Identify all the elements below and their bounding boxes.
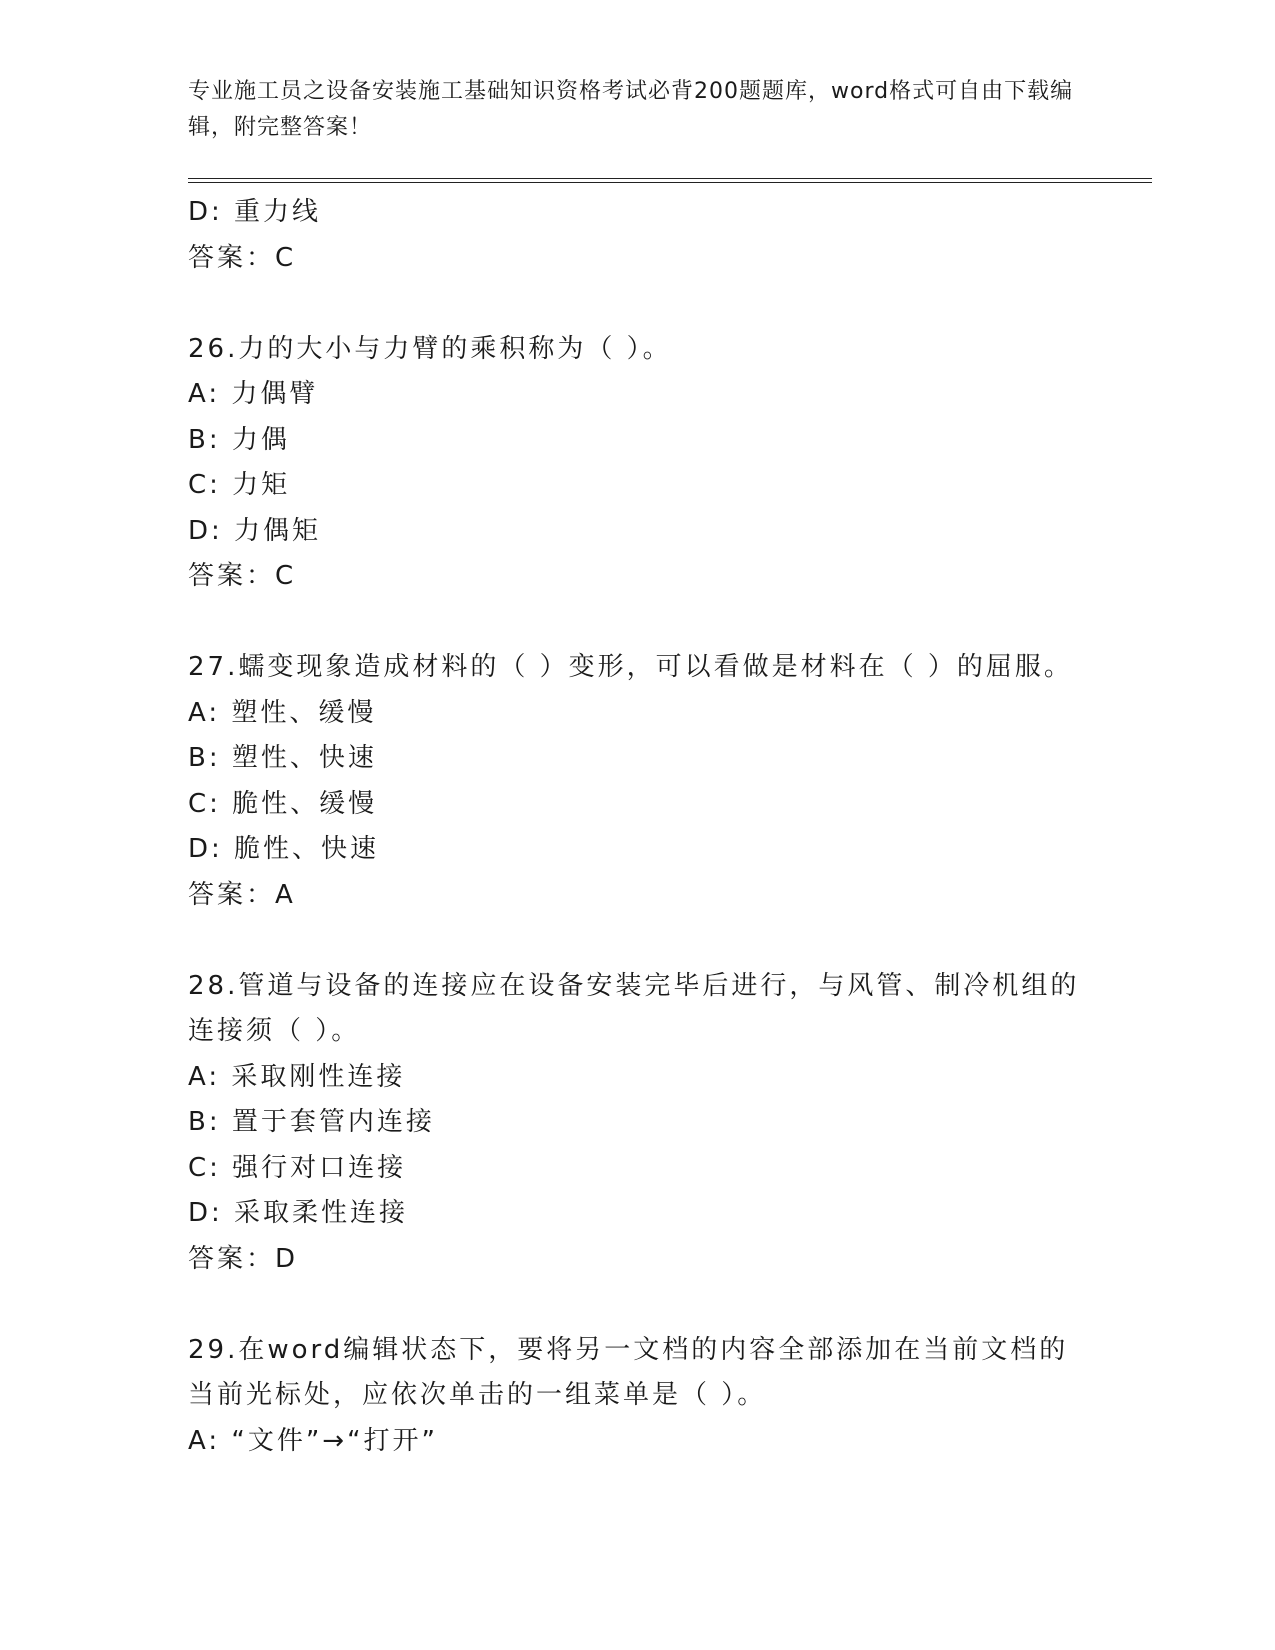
spacer — [188, 600, 1088, 646]
question-stem: 26.力的大小与力臂的乘积称为（ ）。 — [188, 333, 672, 364]
option-d: D: 力偶矩 — [188, 515, 322, 546]
option-c: C: 脆性、缓慢 — [188, 788, 378, 819]
spacer — [188, 281, 1088, 327]
option-a: A: “文件”→“打开” — [188, 1425, 439, 1456]
option-c: C: 力矩 — [188, 470, 291, 500]
question-28 — [188, 964, 1088, 1283]
header-divider — [188, 178, 1152, 183]
question-list — [188, 190, 1088, 1464]
option-a: A: 力偶臂 — [188, 379, 319, 409]
question-26 — [188, 327, 1088, 600]
option-b: B: 力偶 — [188, 424, 290, 455]
answer: 答案：C — [188, 561, 297, 591]
answer: 答案：A — [188, 879, 296, 910]
question-stem: 27.蠕变现象造成材料的（ ）变形，可以看做是材料在（ ）的屈服。 — [188, 652, 1073, 682]
carryover-option-d: D: 重力线 — [188, 197, 322, 227]
option-a: A: 采取刚性连接 — [188, 1061, 406, 1092]
page-header-title: 专业施工员之设备安装施工基础知识资格考试必背200题题库，word格式可自由下载编辑，附完整答案！ — [188, 79, 1074, 140]
carryover-answer: 答案：C — [188, 242, 297, 273]
question-29 — [188, 1328, 1088, 1465]
option-c: C: 强行对口连接 — [188, 1152, 407, 1183]
option-a: A: 塑性、缓慢 — [188, 697, 377, 728]
spacer — [188, 1282, 1088, 1328]
option-b: B: 塑性、快速 — [188, 743, 377, 773]
spacer — [188, 918, 1088, 964]
option-d: D: 脆性、快速 — [188, 834, 380, 864]
answer: 答案：D — [188, 1243, 299, 1274]
question-27 — [188, 645, 1088, 918]
question-stem: 28.管道与设备的连接应在设备安装完毕后进行，与风管、制冷机组的连接须（ ）。 — [188, 970, 1080, 1046]
question-stem: 29.在word编辑状态下，要将另一文档的内容全部添加在当前文档的当前光标处，应依次单击的一组菜单是（ ）。 — [188, 1334, 1069, 1410]
option-d: D: 采取柔性连接 — [188, 1198, 409, 1228]
option-b: B: 置于套管内连接 — [188, 1107, 435, 1137]
